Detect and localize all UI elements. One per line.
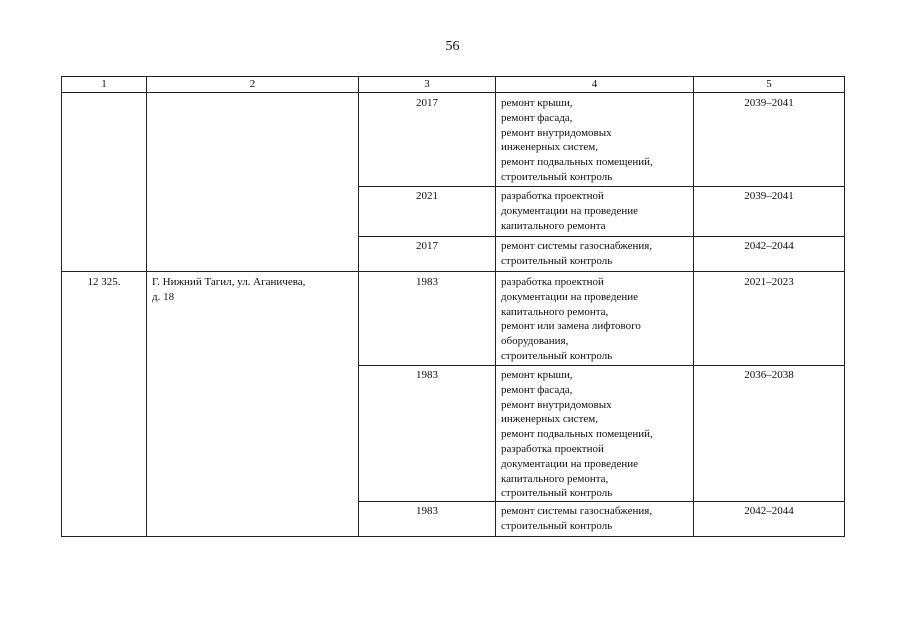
header-col-3: 3	[359, 77, 496, 93]
text-line: ремонт системы газоснабжения,	[501, 505, 653, 518]
number-cell-empty	[62, 93, 147, 272]
text-line: разработка проектной	[501, 190, 604, 202]
entry-number: 12 325.	[62, 272, 147, 537]
table-row	[62, 272, 845, 366]
works-cell	[496, 93, 694, 187]
year-cell: 1983	[359, 366, 496, 502]
year-cell: 2017	[359, 237, 496, 272]
text-line: д. 18	[152, 290, 175, 303]
entry-table	[61, 271, 845, 537]
entry-address	[147, 272, 359, 537]
works-cell	[496, 187, 694, 237]
text-line: ремонт фасада,	[501, 111, 573, 124]
period-cell: 2036–2038	[694, 366, 845, 502]
header-col-1: 1	[62, 77, 147, 93]
text-line: оборудования,	[501, 335, 569, 348]
header-col-2: 2	[147, 77, 359, 93]
text-line: ремонт системы газоснабжения,	[501, 240, 653, 252]
text-line: документации на проведение	[501, 290, 639, 303]
text-line: инженерных систем,	[501, 141, 598, 154]
text-line: строительный контроль	[501, 349, 613, 362]
works-cell	[496, 272, 694, 366]
text-line: разработка проектной	[501, 276, 604, 288]
text-line: ремонт подвальных помещений,	[501, 428, 653, 441]
table-row	[62, 93, 845, 187]
continuation-table	[61, 76, 845, 272]
text-line: ремонт внутридомовых	[501, 398, 612, 411]
text-line: ремонт крыши,	[501, 369, 573, 381]
text-line: ремонт или замена лифтового	[501, 320, 641, 333]
period-cell: 2042–2044	[694, 502, 845, 537]
text-line: строительный контроль	[501, 170, 613, 183]
period-cell: 2042–2044	[694, 237, 845, 272]
works-cell	[496, 366, 694, 502]
period-cell: 2039–2041	[694, 187, 845, 237]
text-line: Г. Нижний Тагил, ул. Аганичева,	[152, 276, 306, 288]
text-line: капитального ремонта,	[501, 472, 609, 485]
text-line: документации на проведение	[501, 204, 639, 217]
text-line: ремонт фасада,	[501, 383, 573, 396]
text-line: строительный контроль	[501, 519, 613, 532]
period-cell: 2039–2041	[694, 93, 845, 187]
text-line: ремонт внутридомовых	[501, 126, 612, 139]
period-cell: 2021–2023	[694, 272, 845, 366]
header-row	[62, 77, 845, 93]
year-cell: 1983	[359, 502, 496, 537]
year-cell: 1983	[359, 272, 496, 366]
year-cell: 2021	[359, 187, 496, 237]
text-line: строительный контроль	[501, 487, 613, 500]
text-line: документации на проведение	[501, 457, 639, 470]
text-line: строительный контроль	[501, 254, 613, 267]
works-cell	[496, 237, 694, 272]
text-line: ремонт крыши,	[501, 97, 573, 109]
address-cell-empty	[147, 93, 359, 272]
text-line: ремонт подвальных помещений,	[501, 156, 653, 169]
page-number: 56	[445, 39, 460, 54]
header-col-5: 5	[694, 77, 845, 93]
text-line: капитального ремонта	[501, 219, 606, 232]
text-line: разработка проектной	[501, 442, 604, 455]
works-cell	[496, 502, 694, 537]
text-line: инженерных систем,	[501, 413, 598, 426]
year-cell: 2017	[359, 93, 496, 187]
text-line: капитального ремонта,	[501, 305, 609, 318]
header-col-4: 4	[496, 77, 694, 93]
